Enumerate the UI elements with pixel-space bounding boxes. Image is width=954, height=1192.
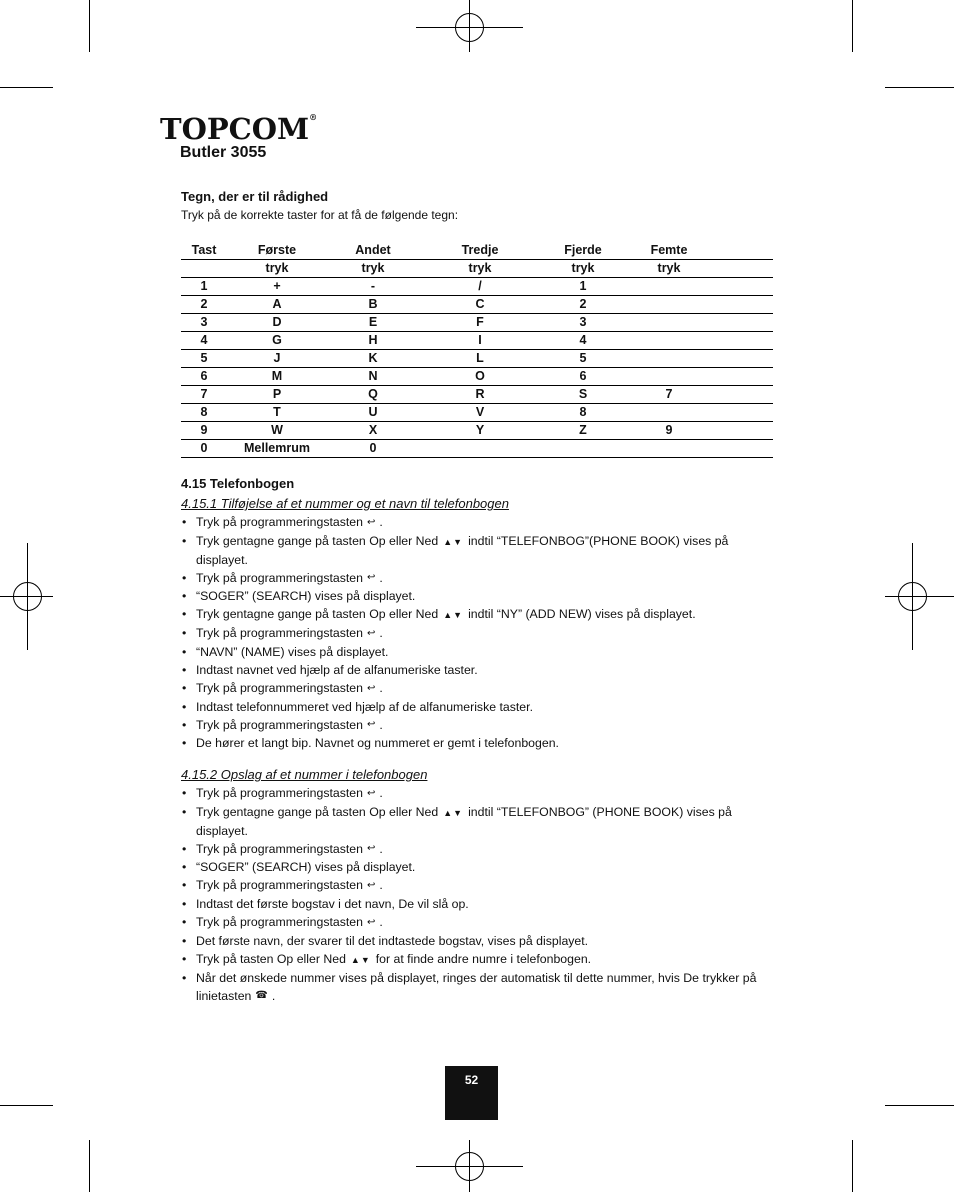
subsection-title: 4.15.1 Tilføjelse af et nummer og et navn til telefonbogen: [181, 496, 509, 511]
topcom-logo: TOPCOM®: [160, 112, 318, 146]
table-cell: 7: [625, 386, 773, 404]
table-row: [181, 314, 773, 332]
list-item: [181, 950, 781, 969]
enter-key-icon: ↩: [366, 787, 376, 799]
table-header: Fjerde: [564, 243, 602, 257]
crop-mark: [0, 87, 53, 88]
enter-key-icon: ↩: [366, 682, 376, 694]
table-cell: Y: [419, 422, 541, 440]
crop-mark: [852, 0, 853, 52]
phone-line-key-icon: ☎: [255, 990, 268, 1002]
item-text: Indtast telefonnummeret ved hjælp af de alfanumeriske taster.: [196, 699, 533, 714]
item-text: Tryk på programmeringstasten: [196, 841, 363, 856]
list-item: [181, 569, 781, 588]
list-item: [181, 698, 781, 716]
list-item: [181, 587, 781, 605]
bullet: •: [182, 699, 187, 714]
bullet: •: [182, 680, 187, 695]
table-subheader: tryk: [419, 260, 541, 278]
bullet: •: [182, 804, 187, 819]
list-item: [181, 661, 781, 679]
item-text-after: .: [271, 988, 276, 1003]
table-cell: Q: [327, 386, 419, 404]
enter-key-icon: ↩: [366, 880, 376, 891]
table-cell: P: [227, 386, 327, 404]
table-row: [181, 386, 773, 404]
list-item: [181, 858, 781, 876]
list-item: [181, 513, 781, 532]
item-text-after: indtil “NY” (ADD NEW) vises på displayet.: [468, 607, 696, 622]
item-text: Tryk gentagne gange på tasten Op eller Ned: [196, 607, 439, 622]
section-lookup: [181, 766, 781, 1005]
bullet: •: [182, 915, 187, 929]
list-item: [181, 734, 781, 752]
table-cell: 6: [181, 368, 227, 386]
table-cell: /: [419, 278, 541, 296]
item-text: Tryk på tasten Op eller Ned: [196, 951, 346, 966]
instruction-list: [181, 513, 781, 752]
item-text-after: indtil “TELEFONBOG”(PHONE BOOK) vises på displayet.: [196, 533, 729, 567]
item-text: De hører et langt bip. Navnet og nummeret er gemt i telefonbogen.: [196, 736, 559, 751]
item-text-after: .: [379, 626, 383, 640]
page-number: 52: [445, 1066, 498, 1120]
item-text: Tryk på programmeringstasten: [196, 878, 363, 893]
item-text-after: .: [379, 786, 383, 800]
item-text-after: .: [379, 515, 383, 529]
bullet: •: [182, 878, 187, 893]
table-header-row: [181, 242, 773, 260]
table-cell: J: [227, 350, 327, 368]
table-header: Femte: [650, 243, 688, 257]
table-cell: 2: [181, 296, 227, 314]
list-item: [181, 840, 781, 859]
item-text-after: indtil “TELEFONBOG” (PHONE BOOK) vises på displayet.: [196, 804, 732, 838]
registration-circle: [455, 1152, 484, 1181]
item-text: Tryk gentagne gange på tasten Op eller Ned: [196, 533, 439, 548]
table-cell: A: [227, 296, 327, 314]
item-text: Tryk på programmeringstasten: [196, 570, 363, 585]
key-character-table: [181, 242, 773, 458]
table-cell: [625, 296, 773, 314]
bullet: •: [182, 515, 187, 529]
table-subheader: tryk: [227, 260, 327, 278]
crop-mark: [89, 1140, 90, 1192]
table-cell: [419, 440, 541, 458]
item-text: Det første navn, der svarer til det indtastede bogstav, vises på displayet.: [196, 933, 589, 948]
available-intro: Tryk på de korrekte taster for at få de følgende tegn:: [181, 208, 459, 222]
table-cell: [625, 314, 773, 332]
bullet: •: [182, 644, 187, 659]
table-cell: 4: [541, 332, 625, 350]
table-cell: [625, 404, 773, 422]
list-item: [181, 932, 781, 950]
table-cell: 7: [181, 386, 227, 404]
section-title: 4.15 Telefonbogen: [181, 476, 295, 491]
table-cell: 5: [181, 350, 227, 368]
table-cell: D: [227, 314, 327, 332]
bullet: •: [182, 736, 187, 751]
item-text: Tryk på programmeringstasten: [196, 515, 363, 529]
table-cell: 8: [181, 404, 227, 422]
table-cell: 2: [541, 296, 625, 314]
table-subheader: [181, 260, 227, 278]
table-subheader-row: [181, 260, 773, 278]
item-text: Tryk på programmeringstasten: [196, 680, 363, 695]
table-cell: [625, 332, 773, 350]
table-cell: [541, 440, 625, 458]
crop-mark: [885, 87, 954, 88]
table-cell: H: [327, 332, 419, 350]
item-text: Tryk gentagne gange på tasten Op eller Ned: [196, 804, 439, 819]
item-text-after: .: [379, 680, 383, 695]
bullet: •: [182, 970, 187, 985]
list-item: [181, 532, 781, 569]
crop-mark: [852, 1140, 853, 1192]
bullet: •: [182, 626, 187, 640]
table-row: [181, 278, 773, 296]
item-text: Indtast navnet ved hjælp af de alfanumeriske taster.: [196, 662, 478, 677]
table-cell: K: [327, 350, 419, 368]
bullet: •: [182, 786, 187, 800]
table-header: Tredje: [461, 243, 499, 257]
table-cell: F: [419, 314, 541, 332]
table-cell: [625, 278, 773, 296]
list-item: [181, 643, 781, 661]
table-cell: 3: [181, 314, 227, 332]
table-cell: I: [419, 332, 541, 350]
table-cell: 8: [541, 404, 625, 422]
section-phonebook: [181, 475, 781, 752]
enter-key-icon: ↩: [366, 627, 376, 639]
list-item: [181, 784, 781, 803]
table-cell: V: [419, 404, 541, 422]
table-row: [181, 296, 773, 314]
table-cell: 1: [541, 278, 625, 296]
table-cell: 1: [181, 278, 227, 296]
item-text: Tryk på programmeringstasten: [196, 786, 363, 800]
table-header: Første: [257, 243, 297, 257]
item-text-after: .: [379, 841, 383, 856]
item-text: Tryk på programmeringstasten: [196, 626, 363, 640]
table-cell: S: [541, 386, 625, 404]
table-subheader: tryk: [625, 260, 773, 278]
table-cell: +: [227, 278, 327, 296]
table-cell: U: [327, 404, 419, 422]
table-cell: W: [227, 422, 327, 440]
instruction-list: [181, 784, 781, 1005]
bullet: •: [182, 570, 187, 585]
table-cell: 0: [327, 440, 419, 458]
item-text-after: .: [379, 717, 383, 732]
list-item: [181, 716, 781, 735]
subsection-title: 4.15.2 Opslag af et nummer i telefonbogen: [181, 767, 428, 782]
table-header: Andet: [355, 243, 391, 257]
item-text: “NAVN” (NAME) vises på displayet.: [196, 644, 389, 659]
item-text: Indtast det første bogstav i det navn, De vil slå op.: [196, 897, 469, 911]
table-cell: X: [327, 422, 419, 440]
table-cell: N: [327, 368, 419, 386]
table-header: Tast: [191, 243, 217, 257]
registration-circle: [455, 13, 484, 42]
crop-mark: [89, 0, 90, 52]
table-cell: G: [227, 332, 327, 350]
list-item: [181, 624, 781, 643]
item-text: Tryk på programmeringstasten: [196, 717, 363, 732]
crop-mark: [0, 1105, 53, 1106]
table-cell: R: [419, 386, 541, 404]
list-item: [181, 876, 781, 895]
table-cell: 6: [541, 368, 625, 386]
bullet: •: [182, 951, 187, 966]
table-cell: 3: [541, 314, 625, 332]
enter-key-icon: ↩: [366, 843, 376, 855]
table-cell: [625, 368, 773, 386]
table-cell: L: [419, 350, 541, 368]
bullet: •: [182, 897, 187, 911]
registration-circle: [898, 582, 927, 611]
table-row: [181, 440, 773, 458]
table-row: [181, 350, 773, 368]
bullet: •: [182, 717, 187, 732]
table-cell: M: [227, 368, 327, 386]
table-cell: 9: [625, 422, 773, 440]
bullet: •: [182, 933, 187, 948]
bullet: •: [182, 860, 187, 875]
list-item: [181, 969, 781, 1006]
item-text: “SOGER” (SEARCH) vises på displayet.: [196, 860, 416, 875]
table-subheader: tryk: [541, 260, 625, 278]
available-title: Tegn, der er til rådighed: [181, 189, 329, 204]
up-down-arrows-icon: ▲▼: [443, 807, 464, 818]
list-item: [181, 913, 781, 932]
table-cell: 9: [181, 422, 227, 440]
item-text-after: .: [379, 878, 383, 893]
item-text-after: .: [379, 915, 383, 929]
enter-key-icon: ↩: [366, 572, 376, 584]
table-row: [181, 422, 773, 440]
table-cell: [625, 440, 773, 458]
available-chars-block: [181, 188, 773, 224]
table-subheader: tryk: [327, 260, 419, 278]
bullet: •: [182, 662, 187, 677]
table-cell: Mellemrum: [227, 440, 327, 458]
item-text: Når det ønskede nummer vises på displayet, ringes der automatisk til dette nummer, hvis De trykker på linietasten: [196, 970, 757, 1003]
table-row: [181, 368, 773, 386]
table-cell: -: [327, 278, 419, 296]
up-down-arrows-icon: ▲▼: [443, 610, 464, 620]
list-item: [181, 895, 781, 913]
registration-circle: [13, 582, 42, 611]
table-cell: 0: [181, 440, 227, 458]
crop-mark: [885, 1105, 954, 1106]
enter-key-icon: ↩: [366, 719, 376, 731]
bullet: •: [182, 607, 187, 622]
table-cell: 5: [541, 350, 625, 368]
bullet: •: [182, 589, 187, 604]
table-cell: E: [327, 314, 419, 332]
up-down-arrows-icon: ▲▼: [443, 536, 464, 547]
list-item: [181, 679, 781, 698]
bullet: •: [182, 533, 187, 548]
table-cell: Z: [541, 422, 625, 440]
table-cell: 4: [181, 332, 227, 350]
item-text: Tryk på programmeringstasten: [196, 915, 363, 929]
list-item: [181, 605, 781, 624]
table-cell: B: [327, 296, 419, 314]
bullet: •: [182, 841, 187, 856]
item-text-after: .: [379, 570, 383, 585]
enter-key-icon: ↩: [366, 516, 376, 528]
item-text-after: for at finde andre numre i telefonbogen.: [375, 951, 592, 966]
enter-key-icon: ↩: [366, 916, 376, 928]
table-cell: [625, 350, 773, 368]
model-name: Butler 3055: [180, 144, 267, 161]
up-down-arrows-icon: ▲▼: [350, 954, 371, 965]
table-row: [181, 404, 773, 422]
list-item: [181, 803, 781, 840]
item-text: “SOGER” (SEARCH) vises på displayet.: [196, 589, 416, 604]
table-cell: C: [419, 296, 541, 314]
table-row: [181, 332, 773, 350]
table-cell: T: [227, 404, 327, 422]
table-cell: O: [419, 368, 541, 386]
